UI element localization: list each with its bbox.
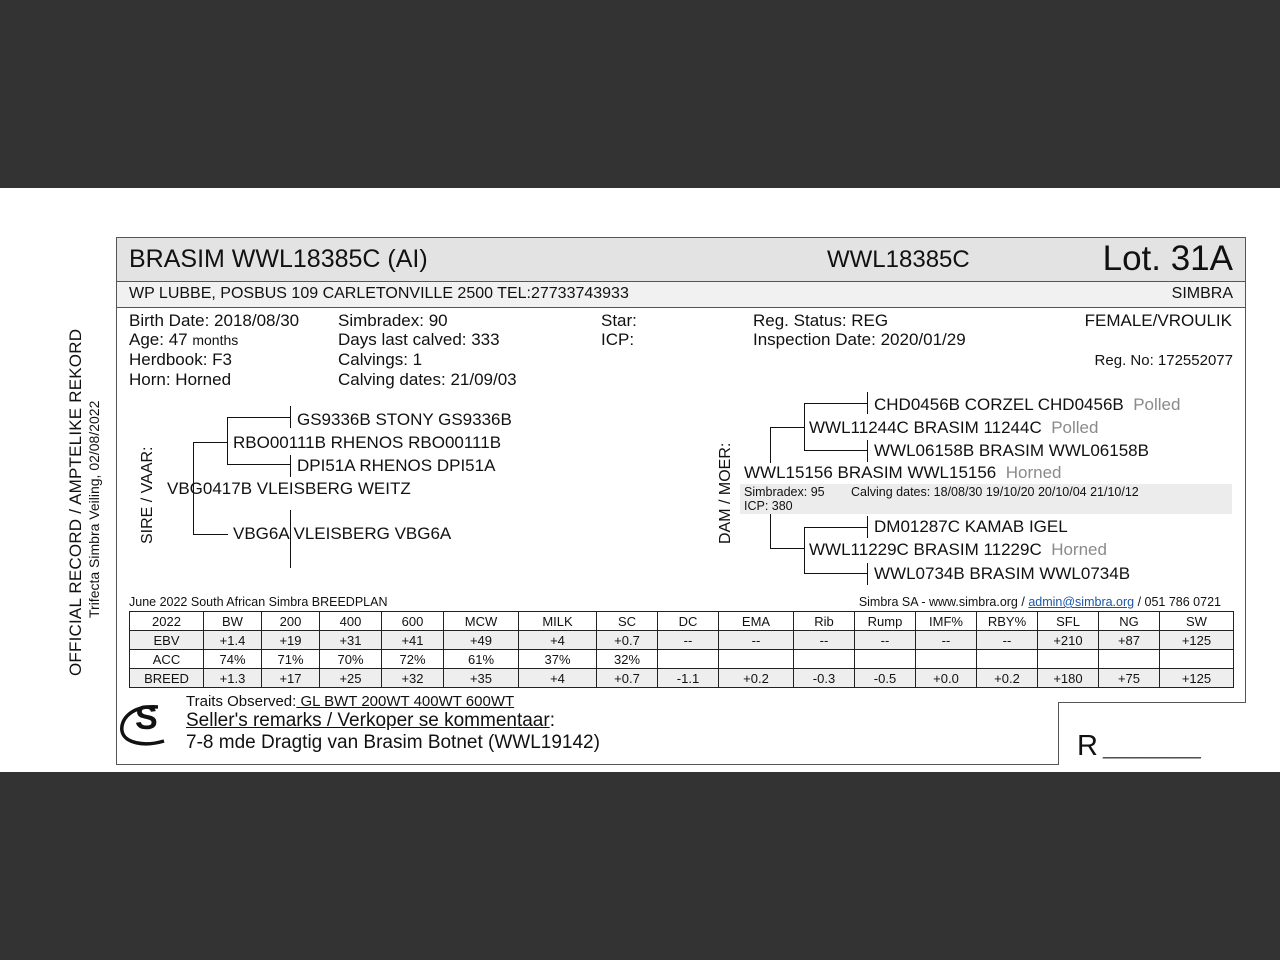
headers-cell: Rib [794, 612, 855, 631]
ebv-cell: +87 [1099, 631, 1160, 650]
contact-website: Simbra SA - www.simbra.org / [858, 595, 1025, 609]
bracket-line [770, 427, 771, 463]
breed-cell: -1.1 [658, 669, 719, 688]
acc-cell [855, 650, 916, 669]
contact-phone: / 051 786 0721 [1137, 595, 1221, 609]
headers-cell: RBY% [977, 612, 1038, 631]
animal-id: WWL18385C [827, 246, 970, 273]
sire-label: SIRE / VAAR: [139, 446, 156, 544]
acc-row [130, 650, 1234, 669]
dam-sire-sire [874, 395, 1180, 415]
acc-cell [794, 650, 855, 669]
sex: FEMALE/VROULIK [1084, 311, 1232, 330]
sire-dam: VBG6A VLEISBERG VBG6A [233, 524, 452, 543]
ebv-cell: -- [719, 631, 794, 650]
bracket-line [227, 417, 228, 465]
acc-cell [1099, 650, 1160, 669]
dam-sire-horn: Polled [1051, 418, 1099, 437]
bracket-line [290, 455, 291, 477]
breed-cell: +0.2 [977, 669, 1038, 688]
headers-cell: 600 [382, 612, 444, 631]
reg-number: Reg. No: 172552077 [1094, 352, 1233, 369]
email-link[interactable]: admin@simbra.org [1028, 595, 1135, 609]
breed-cell: +0.2 [719, 669, 794, 688]
lot-number: Lot. 31A [1102, 239, 1233, 278]
headers-cell: EMA [719, 612, 794, 631]
bracket-line [804, 527, 805, 574]
ebv-cell: -- [794, 631, 855, 650]
bracket-line [290, 406, 291, 428]
dam [744, 463, 1061, 483]
ebv-cell: +125 [1160, 631, 1234, 650]
owner-bar [117, 282, 1245, 308]
official-record-label: OFFICIAL RECORD / AMPTELIKE REKORD [66, 328, 85, 676]
bracket-line [804, 450, 867, 451]
price-box [1058, 702, 1246, 765]
bracket-line [867, 563, 868, 585]
icp: ICP: [601, 330, 635, 349]
bracket-line [867, 440, 868, 462]
simbradex: Simbradex: 90 [338, 311, 448, 330]
breed-cell: +25 [320, 669, 382, 688]
ebv-cell: +4 [519, 631, 597, 650]
ebv-cell: +49 [444, 631, 519, 650]
dam-sire [809, 418, 1098, 438]
ebv-row [130, 631, 1234, 650]
sire-sire-sire: GS9336B STONY GS9336B [297, 410, 512, 429]
dam-dam-dam: WWL0734B BRASIM WWL0734B [874, 564, 1131, 583]
bracket-line [867, 516, 868, 538]
breed-cell: +32 [382, 669, 444, 688]
dam-dam [809, 540, 1107, 560]
acc-cell: 71% [262, 650, 320, 669]
ebv-cell: -- [855, 631, 916, 650]
ebv-cell: +19 [262, 631, 320, 650]
headers-cell: 400 [320, 612, 382, 631]
remarks-heading [186, 710, 555, 732]
calvings: Calvings: 1 [338, 350, 423, 369]
sale-name-date: Trifecta Simbra Veiling, 02/08/2022 [86, 400, 102, 618]
acc-cell: ACC [130, 650, 204, 669]
acc-cell: 72% [382, 650, 444, 669]
headers-cell: Rump [855, 612, 916, 631]
breed-cell: -0.5 [855, 669, 916, 688]
dam-details-band [740, 484, 1232, 514]
acc-cell: 70% [320, 650, 382, 669]
acc-cell: 32% [597, 650, 658, 669]
age-unit: months [192, 332, 239, 348]
herdbook: Herdbook: F3 [129, 350, 232, 369]
breed-cell: +4 [519, 669, 597, 688]
traits-label: Traits Observed: [186, 693, 297, 710]
dam-sire-sire-horn: Polled [1133, 395, 1181, 414]
bracket-line [770, 548, 805, 549]
ebv-table [129, 611, 1234, 688]
dam-label: DAM / MOER: [717, 442, 734, 544]
ebv-cell: -- [977, 631, 1038, 650]
acc-cell: 61% [444, 650, 519, 669]
breed-cell: +75 [1099, 669, 1160, 688]
bracket-line [804, 403, 867, 404]
acc-cell [916, 650, 977, 669]
breed-cell: -0.3 [794, 669, 855, 688]
reg-status: Reg. Status: REG [753, 311, 889, 330]
bracket-line [804, 527, 867, 528]
price-currency: R [1077, 730, 1098, 762]
acc-cell [977, 650, 1038, 669]
ebv-cell: +31 [320, 631, 382, 650]
dam-dam-sire: DM01287C KAMAB IGEL [874, 517, 1068, 536]
headers-cell: BW [204, 612, 262, 631]
acc-cell: 37% [519, 650, 597, 669]
ebv-cell: -- [658, 631, 719, 650]
age-value: Age: 47 [129, 330, 188, 349]
bracket-line [193, 442, 228, 443]
breed-cell: +180 [1038, 669, 1099, 688]
remarks-title: Seller's remarks / Verkoper se kommentaar [186, 710, 550, 731]
breed-cell: +17 [262, 669, 320, 688]
dam-name: WWL15156 BRASIM WWL15156 [744, 463, 997, 482]
headers-cell: SC [597, 612, 658, 631]
card-header [117, 238, 1245, 282]
ebv-cell: +1.4 [204, 631, 262, 650]
breed-name: SIMBRA [1171, 285, 1233, 302]
animal-name: BRASIM WWL18385C (AI) [129, 245, 428, 273]
acc-cell [1038, 650, 1099, 669]
dam-sire-name: WWL11244C BRASIM 11244C [809, 418, 1042, 437]
simbra-logo-letter: S [135, 699, 158, 737]
star: Star: [601, 311, 637, 330]
breed-cell: BREED [130, 669, 204, 688]
sire-sire: RBO00111B RHENOS RBO00111B [233, 433, 502, 452]
breed-cell: +1.3 [204, 669, 262, 688]
price-blank[interactable]: ________ [1103, 734, 1201, 759]
remarks-colon: : [549, 710, 555, 731]
calving-dates: Calving dates: 21/09/03 [338, 370, 517, 389]
inspection-date: Inspection Date: 2020/01/29 [753, 330, 966, 349]
bracket-line [770, 514, 771, 549]
dam-horn: Horned [1005, 463, 1062, 482]
dam-icp: ICP: 380 [744, 499, 793, 513]
dam-calving-dates: Calving dates: 18/08/30 19/10/20 20/10/04 21/10/12 [851, 485, 1139, 499]
breedplan-title: June 2022 South African Simbra BREEDPLAN [129, 595, 388, 609]
headers-cell: DC [658, 612, 719, 631]
birth-date: Birth Date: 2018/08/30 [129, 311, 300, 330]
headers-cell: 200 [262, 612, 320, 631]
headers-cell: IMF% [916, 612, 977, 631]
dam-sire-dam: WWL06158B BRASIM WWL06158B [874, 441, 1149, 460]
acc-cell: 74% [204, 650, 262, 669]
headers-cell: 2022 [130, 612, 204, 631]
age [129, 330, 238, 350]
bracket-line [804, 573, 867, 574]
horn-status: Horn: Horned [129, 370, 232, 389]
ebv-cell: EBV [130, 631, 204, 650]
breed-cell: +0.7 [597, 669, 658, 688]
sire-sire-dam: DPI51A RHENOS DPI51A [297, 456, 496, 475]
headers-cell: SFL [1038, 612, 1099, 631]
headers-cell: MCW [444, 612, 519, 631]
breed-cell: +35 [444, 669, 519, 688]
dam-sire-sire-name: CHD0456B CORZEL CHD0456B [874, 395, 1124, 414]
dam-dam-horn: Horned [1051, 540, 1107, 559]
bracket-line [770, 427, 805, 428]
bracket-line [227, 417, 290, 418]
breedplan-contact [859, 595, 1221, 609]
acc-cell [719, 650, 794, 669]
breed-cell: +0.0 [916, 669, 977, 688]
days-last-calved: Days last calved: 333 [338, 330, 500, 349]
owner-address: WP LUBBE, POSBUS 109 CARLETONVILLE 2500 TEL:27733743933 [129, 285, 629, 302]
table-header-row [130, 612, 1234, 631]
traits-observed [186, 693, 514, 710]
breed-cell: +125 [1160, 669, 1234, 688]
bracket-line [867, 392, 868, 414]
dam-simbradex: Simbradex: 95 [744, 485, 825, 499]
acc-cell [658, 650, 719, 669]
sire: VBG0417B VLEISBERG WEITZ [167, 479, 411, 498]
ebv-cell: -- [916, 631, 977, 650]
dam-dam-name: WWL11229C BRASIM 11229C [809, 540, 1042, 559]
ebv-cell: +41 [382, 631, 444, 650]
seller-remarks: 7-8 mde Dragtig van Brasim Botnet (WWL19142) [186, 732, 600, 753]
bracket-line [193, 534, 228, 535]
ebv-cell: +0.7 [597, 631, 658, 650]
breed-row [130, 669, 1234, 688]
ebv-cell: +210 [1038, 631, 1099, 650]
headers-cell: NG [1099, 612, 1160, 631]
headers-cell: MILK [519, 612, 597, 631]
acc-cell [1160, 650, 1234, 669]
bracket-line [227, 464, 290, 465]
traits-list: GL BWT 200WT 400WT 600WT [296, 693, 515, 710]
headers-cell: SW [1160, 612, 1234, 631]
